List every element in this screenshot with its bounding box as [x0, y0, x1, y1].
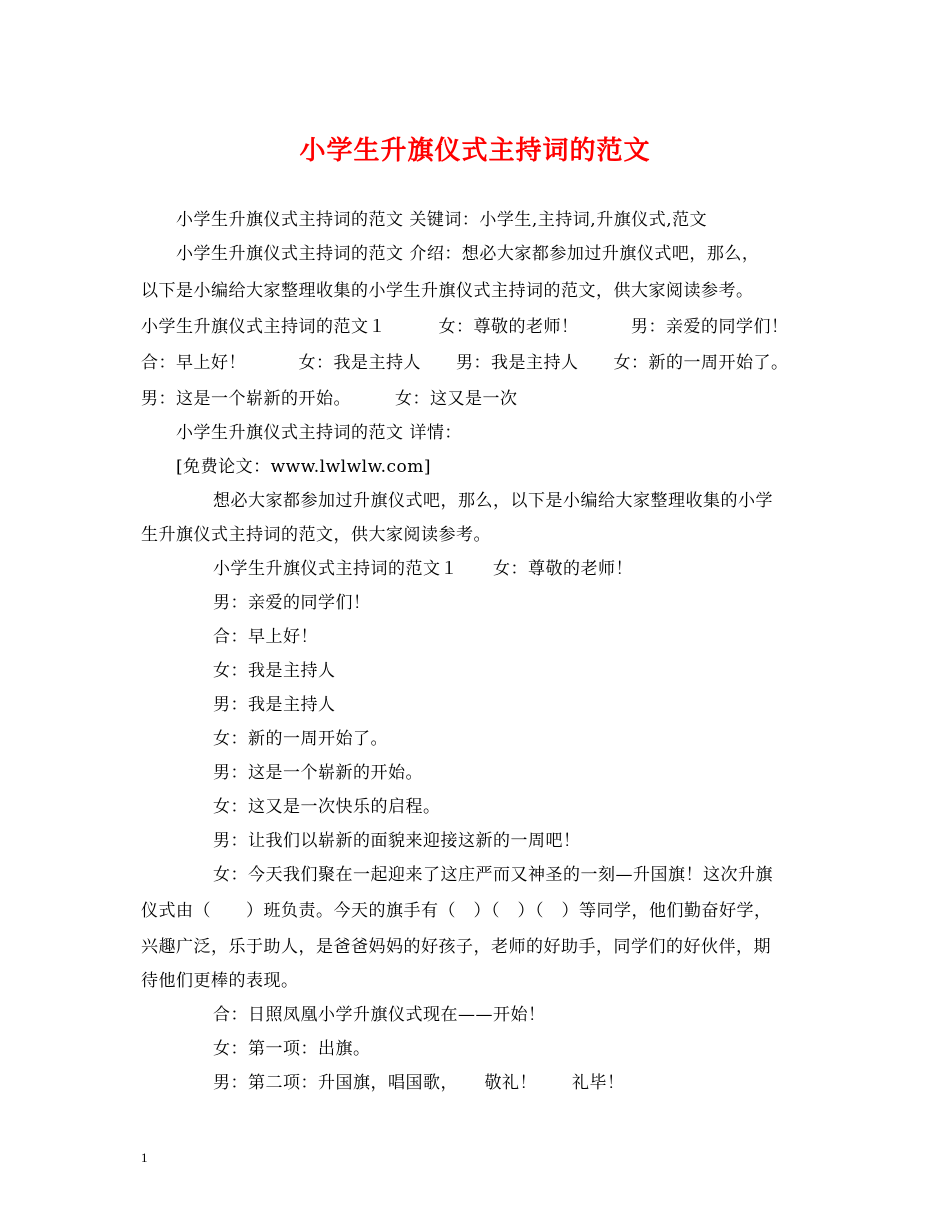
script-line: 男：这是一个崭新的开始。	[213, 763, 423, 783]
body-paragraph-line: 生升旗仪式主持词的范文，供大家阅读参考。	[141, 525, 491, 545]
script-paragraph-line: 待他们更棒的表现。	[141, 971, 299, 991]
document-title: 小学生升旗仪式主持词的范文	[299, 136, 651, 166]
script-line: 女：这又是一次快乐的启程。	[213, 797, 441, 817]
summary-line-3: 男：这是一个崭新的开始。 女：这又是一次	[141, 389, 518, 409]
script-line: 女：我是主持人	[213, 661, 336, 681]
script-line: 小学生升旗仪式主持词的范文１ 女：尊敬的老师！	[213, 559, 633, 579]
script-paragraph-line: 兴趣广泛，乐于助人，是爸爸妈妈的好孩子，老师的好助手，同学们的好伙伴，期	[141, 937, 771, 957]
script-line: 合：早上好！	[213, 627, 318, 647]
page-number: 1	[141, 1150, 148, 1165]
script-line: 女：新的一周开始了。	[213, 729, 388, 749]
details-heading: 小学生升旗仪式主持词的范文 详情：	[176, 423, 462, 443]
script-line: 男：第二项：升国旗，唱国歌， 敬礼！ 礼毕！	[213, 1073, 625, 1093]
intro-line: 小学生升旗仪式主持词的范文 介绍：想必大家都参加过升旗仪式吧，那么，	[176, 244, 760, 264]
script-paragraph-line: 仪式由（ ）班负责。今天的旗手有（ ）（ ）（ ）等同学，他们勤奋好学，	[141, 901, 772, 921]
keywords-line: 小学生升旗仪式主持词的范文 关键词：小学生,主持词,升旗仪式,范文	[176, 210, 708, 230]
script-line: 男：亲爱的同学们！	[213, 593, 371, 613]
script-line: 女：第一项：出旗。	[213, 1039, 371, 1059]
intro-continuation: 以下是小编给大家整理收集的小学生升旗仪式主持词的范文，供大家阅读参考。	[141, 281, 754, 301]
source-link: [免费论文：www.lwlwlw.com]	[176, 457, 432, 477]
script-line: 合：日照凤凰小学升旗仪式现在——开始！	[213, 1005, 546, 1025]
script-paragraph-line: 女：今天我们聚在一起迎来了这庄严而又神圣的一刻—升国旗！这次升旗	[213, 865, 773, 885]
script-line: 男：我是主持人	[213, 695, 336, 715]
body-paragraph-line: 想必大家都参加过升旗仪式吧，那么，以下是小编给大家整理收集的小学	[213, 491, 773, 511]
summary-line-1: 小学生升旗仪式主持词的范文１ 女：尊敬的老师！ 男：亲爱的同学们！	[141, 317, 789, 337]
summary-line-2: 合：早上好！ 女：我是主持人 男：我是主持人 女：新的一周开始了。	[141, 353, 789, 373]
script-line: 男：让我们以崭新的面貌来迎接这新的一周吧！	[213, 831, 581, 851]
